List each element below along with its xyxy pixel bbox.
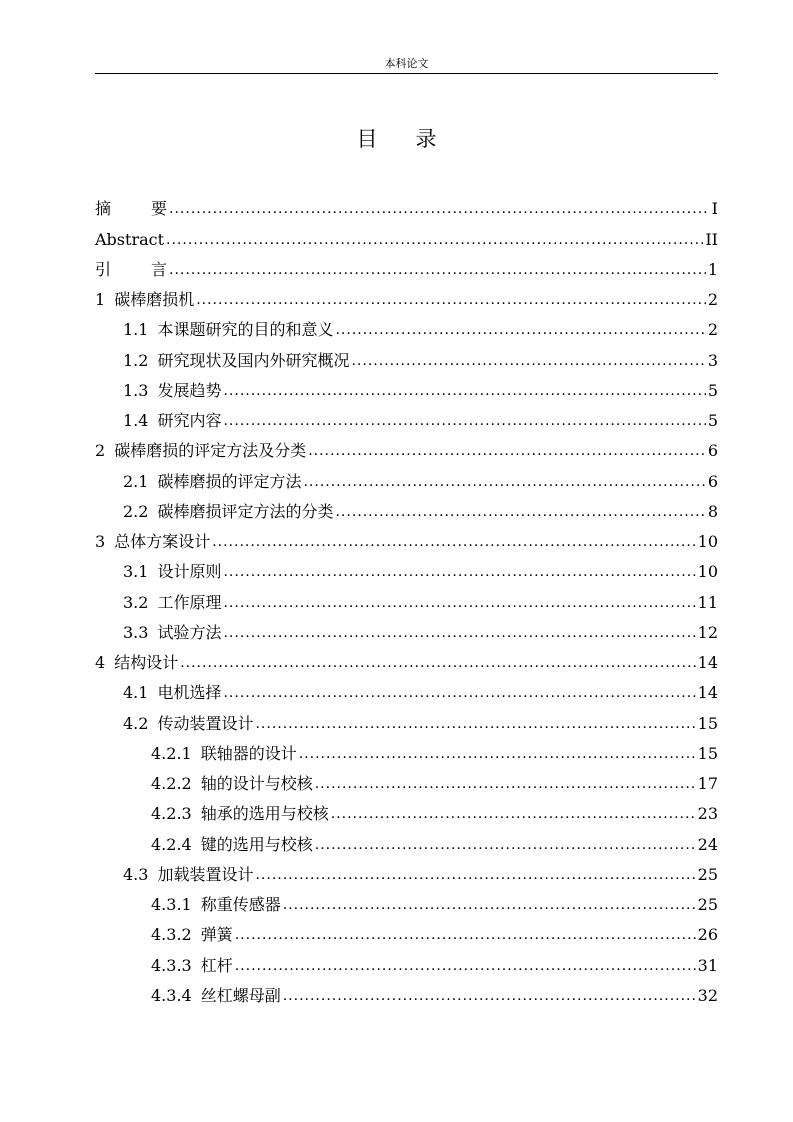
toc-entry-number: 4.3.4 (151, 985, 192, 1005)
toc-entry[interactable] (95, 461, 718, 491)
toc-entry-number: 4.3.3 (151, 955, 192, 975)
toc-entry-number: 3.2 (123, 592, 149, 612)
toc-entry-title: 本课题研究的目的和意义 (157, 320, 334, 340)
toc-entry-number: 4.2 (123, 713, 149, 733)
toc-entry[interactable] (95, 824, 718, 854)
toc-entry[interactable] (95, 250, 718, 280)
toc-entry-page: 8 (707, 501, 718, 521)
toc-entry-page: 6 (707, 441, 718, 461)
dot-leader (308, 442, 706, 461)
toc-entry[interactable] (95, 734, 718, 764)
toc-entry-title: 摘 要 (95, 199, 168, 219)
toc-entry[interactable] (95, 703, 718, 733)
toc-entry-title: 碳棒磨损的评定方法及分类 (114, 441, 307, 461)
dot-leader (223, 412, 705, 431)
toc-entry-page: 1 (707, 259, 718, 279)
toc-entry-number: 3.1 (123, 562, 149, 582)
toc-entry-title: 轴的设计与校核 (200, 774, 313, 793)
toc-entry-page: 5 (707, 411, 718, 430)
toc-entry-title: 联轴器的设计 (200, 743, 297, 763)
toc-entry-number: 4 (95, 653, 106, 672)
dot-leader (315, 836, 696, 855)
dot-leader (283, 987, 696, 1006)
toc-entry[interactable] (95, 794, 718, 824)
toc-entry-title: 发展趋势 (157, 380, 222, 400)
toc-entry[interactable] (95, 945, 718, 975)
toc-entry-title: 加载装置设计 (157, 864, 254, 884)
toc-entry-title: 工作原理 (157, 592, 222, 612)
toc-entry-page: 14 (697, 653, 718, 672)
toc-entry[interactable] (95, 219, 718, 249)
toc-entry-number: 3.3 (123, 622, 149, 642)
dot-leader (223, 594, 695, 613)
toc-entry-title: 总体方案设计 (114, 532, 211, 551)
toc-entry-title: 电机选择 (157, 683, 222, 703)
toc-entry-title: 键的选用与校核 (200, 834, 313, 854)
toc-entry-page: 5 (707, 380, 718, 400)
dot-leader (315, 775, 696, 794)
dot-leader (196, 291, 706, 310)
toc-entry-page: 14 (697, 683, 718, 703)
toc-entry-page: 15 (697, 743, 718, 763)
dot-leader (283, 896, 696, 915)
dot-leader (335, 321, 705, 340)
toc-entry-title: 设计原则 (157, 562, 222, 582)
toc-entry[interactable] (95, 976, 718, 1006)
toc-entry[interactable] (95, 915, 718, 945)
toc-entry-title: 称重传感器 (200, 895, 281, 914)
toc-entry[interactable] (95, 431, 718, 461)
toc-entry-page: II (705, 229, 718, 249)
toc-entry-page: 17 (697, 774, 718, 793)
toc-entry-number: 1.1 (123, 320, 149, 340)
dot-leader (235, 957, 696, 976)
table-of-contents (95, 189, 718, 1006)
toc-entry-number: 1.3 (123, 380, 149, 400)
toc-entry-number: 4.3.1 (151, 895, 192, 914)
toc-entry-page: 2 (707, 320, 718, 340)
toc-entry[interactable] (95, 582, 718, 612)
toc-entry-page: I (711, 199, 718, 219)
dot-leader (223, 382, 705, 401)
toc-entry-page: 3 (707, 350, 718, 370)
toc-entry-title: 引 言 (95, 259, 168, 279)
toc-entry-page: 6 (707, 471, 718, 491)
toc-entry-page: 24 (697, 834, 718, 854)
toc-entry-title: 碳棒磨损评定方法的分类 (157, 501, 334, 521)
toc-entry[interactable] (95, 673, 718, 703)
toc-entry[interactable] (95, 613, 718, 643)
header-rule (95, 73, 718, 74)
toc-entry-title: 弹簧 (200, 925, 233, 945)
dot-leader (331, 805, 696, 824)
toc-entry-number: 4.3 (123, 864, 149, 884)
toc-entry-number: 2 (95, 441, 106, 461)
dot-leader (166, 231, 703, 250)
toc-entry[interactable] (95, 310, 718, 340)
toc-entry[interactable] (95, 885, 718, 915)
toc-entry[interactable] (95, 492, 718, 522)
toc-entry-number: 1.4 (123, 411, 149, 430)
toc-entry-number: 1 (95, 290, 106, 309)
dot-leader (212, 533, 695, 552)
toc-entry-title: 传动装置设计 (157, 713, 254, 733)
toc-entry-title: 试验方法 (157, 622, 222, 642)
toc-entry-title: 轴承的选用与校核 (200, 804, 329, 824)
toc-entry[interactable] (95, 189, 718, 219)
dot-leader (255, 715, 695, 734)
toc-entry-title: 碳棒磨损的评定方法 (157, 471, 302, 491)
page-title: 目录 (356, 127, 475, 151)
toc-entry-page: 11 (697, 592, 718, 612)
toc-entry-number: 4.2.2 (151, 774, 192, 793)
dot-leader (180, 654, 695, 673)
toc-entry-number: 4.2.4 (151, 834, 192, 854)
dot-leader (169, 261, 706, 280)
toc-entry[interactable] (95, 280, 718, 310)
toc-entry-title: 结构设计 (114, 653, 179, 672)
toc-entry[interactable] (95, 371, 718, 401)
toc-entry-number: 4.2.3 (151, 804, 192, 824)
toc-entry[interactable] (95, 340, 718, 370)
dot-leader (299, 745, 696, 764)
toc-entry-page: 10 (697, 562, 718, 582)
dot-leader (223, 624, 695, 643)
toc-entry-number: 4.2.1 (151, 743, 192, 763)
toc-entry-title: 碳棒磨损机 (114, 290, 195, 309)
toc-entry-page: 12 (697, 622, 718, 642)
toc-entry[interactable] (95, 855, 718, 885)
toc-entry-title: 研究内容 (157, 411, 222, 430)
toc-entry-title: 杠杆 (200, 955, 233, 975)
toc-entry-title: Abstract (95, 229, 165, 249)
toc-entry-number: 4.1 (123, 683, 149, 703)
running-header: 本科论文 (384, 57, 429, 70)
dot-leader (351, 352, 705, 371)
toc-entry-page: 26 (697, 925, 718, 945)
toc-entry-page: 2 (707, 290, 718, 309)
toc-entry[interactable] (95, 764, 718, 794)
toc-entry-page: 23 (697, 804, 718, 824)
toc-entry-title: 丝杠螺母副 (200, 985, 281, 1005)
toc-entry-number: 1.2 (123, 350, 149, 370)
dot-leader (235, 926, 696, 945)
toc-entry-page: 32 (697, 985, 718, 1005)
toc-entry[interactable] (95, 552, 718, 582)
toc-entry-number: 2.2 (123, 501, 149, 521)
toc-entry[interactable] (95, 522, 718, 552)
toc-entry-number: 3 (95, 532, 106, 551)
toc-entry-page: 10 (697, 532, 718, 551)
toc-entry-page: 25 (697, 895, 718, 914)
dot-leader (303, 473, 705, 492)
toc-entry-number: 2.1 (123, 471, 149, 491)
toc-entry-page: 15 (697, 713, 718, 733)
toc-entry-page: 31 (697, 955, 718, 975)
dot-leader (255, 866, 695, 885)
dot-leader (223, 684, 695, 703)
toc-entry[interactable] (95, 401, 718, 431)
toc-entry-number: 4.3.2 (151, 925, 192, 945)
dot-leader (223, 563, 695, 582)
toc-entry-page: 25 (697, 864, 718, 884)
toc-entry-title: 研究现状及国内外研究概况 (157, 350, 350, 370)
dot-leader (169, 200, 710, 219)
dot-leader (335, 503, 705, 522)
toc-entry[interactable] (95, 643, 718, 673)
